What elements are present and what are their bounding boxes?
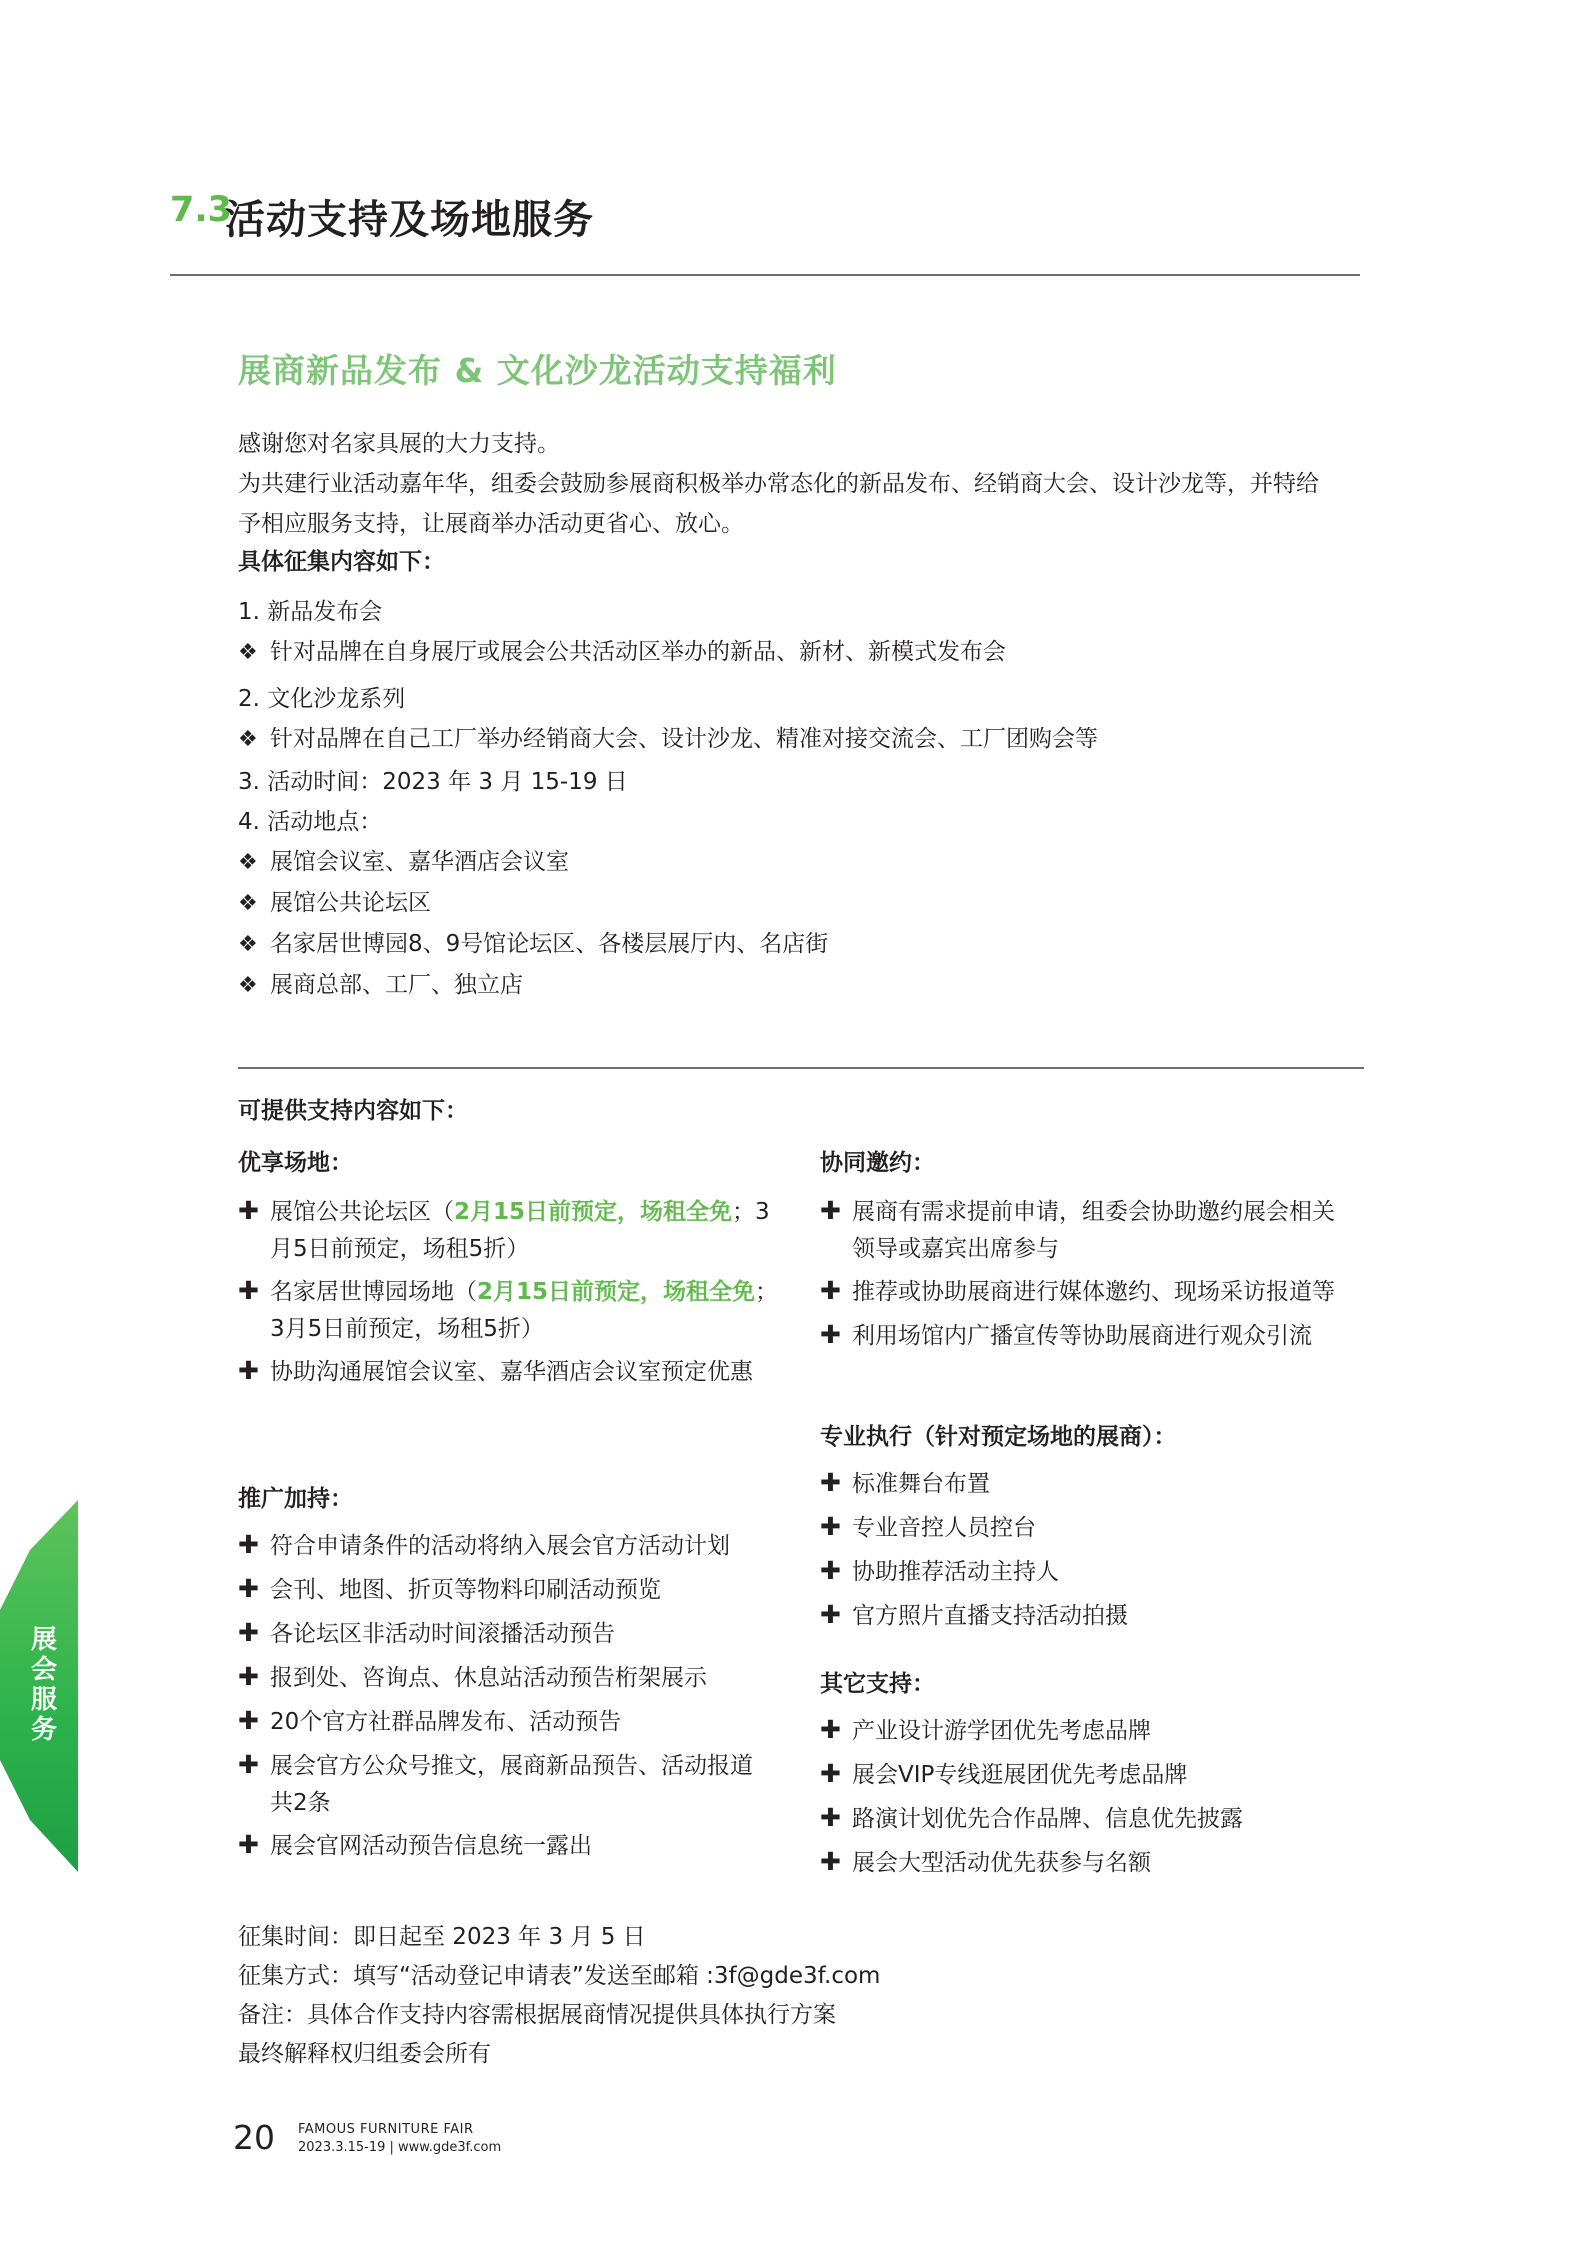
diamond-bullet-icon: ❖	[238, 932, 258, 957]
footer-fair-name: FAMOUS FURNITURE FAIR	[298, 2122, 474, 2137]
plus-icon: ✚	[238, 1830, 259, 1859]
intro-line-1: 感谢您对名家具展的大力支持。	[238, 431, 560, 457]
diamond-bullet-icon: ❖	[238, 891, 258, 916]
diamond-bullet-icon: ❖	[238, 727, 258, 752]
promo-item: ✚ 展会官方公众号推文，展商新品预告、活动报道	[238, 1750, 753, 1779]
promo-item: ✚ 符合申请条件的活动将纳入展会官方活动计划	[238, 1530, 730, 1559]
side-tab-label: 展会服务	[30, 1625, 57, 1745]
plus-icon: ✚	[820, 1276, 841, 1305]
plus-icon: ✚	[820, 1847, 841, 1876]
collect-heading: 具体征集内容如下：	[238, 549, 445, 575]
section-subtitle: 展商新品发布 & 文化沙龙活动支持福利	[238, 351, 837, 390]
plus-icon: ✚	[820, 1196, 841, 1225]
support-divider	[238, 1067, 1364, 1069]
invite-item: ✚ 利用场馆内广播宣传等协助展商进行观众引流	[820, 1320, 1312, 1349]
collect-item-2-detail: ❖ 针对品牌在自己工厂举办经销商大会、设计沙龙、精准对接交流会、工厂团购会等	[238, 726, 1098, 752]
plus-icon: ✚	[238, 1276, 259, 1305]
note-line: 征集方式：填写“活动登记申请表”发送至邮箱 :3f@gde3f.com	[238, 1963, 881, 1989]
plus-icon: ✚	[238, 1530, 259, 1559]
plus-icon: ✚	[820, 1556, 841, 1585]
plus-icon: ✚	[820, 1803, 841, 1832]
collect-item-4: 4. 活动地点：	[238, 809, 383, 835]
plus-icon: ✚	[820, 1759, 841, 1788]
venue-item: ❖ 展商总部、工厂、独立店	[238, 972, 523, 998]
other-item: ✚ 展会VIP专线逛展团优先考虑品牌	[820, 1759, 1188, 1788]
other-item: ✚ 产业设计游学团优先考虑品牌	[820, 1715, 1151, 1744]
plus-icon: ✚	[820, 1468, 841, 1497]
exec-item: ✚ 专业音控人员控台	[820, 1512, 1036, 1541]
plus-icon: ✚	[238, 1706, 259, 1735]
plus-icon: ✚	[238, 1196, 259, 1225]
promo-section-heading: 推广加持：	[238, 1486, 353, 1512]
intro-line-3: 予相应服务支持，让展商举办活动更省心、放心。	[238, 511, 744, 537]
section-number: 7.3	[170, 190, 233, 230]
venue-support-item: ✚ 名家居世博园场地（2月15日前预定，场租全免；	[238, 1276, 779, 1305]
plus-icon: ✚	[238, 1574, 259, 1603]
promo-item-cont: 共2条	[270, 1790, 331, 1816]
support-heading: 可提供支持内容如下：	[238, 1098, 468, 1124]
collect-item-2: 2. 文化沙龙系列	[238, 686, 406, 712]
invite-section-heading: 协同邀约：	[820, 1150, 935, 1176]
note-line: 备注：具体合作支持内容需根据展商情况提供具体执行方案	[238, 2002, 836, 2028]
venue-section-heading: 优享场地：	[238, 1150, 353, 1176]
diamond-bullet-icon: ❖	[238, 850, 258, 875]
collect-item-3: 3. 活动时间：2023 年 3 月 15-19 日	[238, 769, 628, 795]
venue-support-item-cont: 月5日前预定，场租5折）	[270, 1236, 530, 1262]
promo-item: ✚ 20个官方社群品牌发布、活动预告	[238, 1706, 622, 1735]
invite-item: ✚ 展商有需求提前申请，组委会协助邀约展会相关	[820, 1196, 1335, 1225]
promo-item: ✚ 各论坛区非活动时间滚播活动预告	[238, 1618, 615, 1647]
venue-support-item: ✚ 协助沟通展馆会议室、嘉华酒店会议室预定优惠	[238, 1356, 753, 1385]
page-number: 20	[233, 2118, 275, 2157]
collect-item-1-detail: ❖ 针对品牌在自身展厅或展会公共活动区举办的新品、新材、新模式发布会	[238, 639, 1006, 665]
plus-icon: ✚	[238, 1662, 259, 1691]
plus-icon: ✚	[820, 1320, 841, 1349]
venue-item: ❖ 展馆公共论坛区	[238, 890, 431, 916]
plus-icon: ✚	[238, 1750, 259, 1779]
promo-item: ✚ 展会官网活动预告信息统一露出	[238, 1830, 592, 1859]
venue-support-item-cont: 3月5日前预定，场租5折）	[270, 1316, 544, 1342]
venue-item: ❖ 展馆会议室、嘉华酒店会议室	[238, 849, 569, 875]
page-title: 活动支持及场地服务	[225, 197, 594, 243]
exec-item: ✚ 标准舞台布置	[820, 1468, 990, 1497]
diamond-bullet-icon: ❖	[238, 973, 258, 998]
intro-line-2: 为共建行业活动嘉年华，组委会鼓励参展商积极举办常态化的新品发布、经销商大会、设计沙龙等，并特给	[238, 471, 1319, 497]
other-item: ✚ 路演计划优先合作品牌、信息优先披露	[820, 1803, 1243, 1832]
invite-item-cont: 领导或嘉宾出席参与	[852, 1236, 1059, 1262]
exec-item: ✚ 官方照片直播支持活动拍摄	[820, 1600, 1128, 1629]
venue-support-item: ✚ 展馆公共论坛区（2月15日前预定，场租全免；3	[238, 1196, 770, 1225]
other-section-heading: 其它支持：	[820, 1671, 935, 1697]
plus-icon: ✚	[238, 1356, 259, 1385]
footer-info: 2023.3.15-19 | www.gde3f.com	[298, 2140, 502, 2155]
plus-icon: ✚	[820, 1512, 841, 1541]
promo-item: ✚ 会刊、地图、折页等物料印刷活动预览	[238, 1574, 661, 1603]
plus-icon: ✚	[238, 1618, 259, 1647]
exec-section-heading: 专业执行（针对预定场地的展商）：	[820, 1424, 1177, 1450]
exec-item: ✚ 协助推荐活动主持人	[820, 1556, 1059, 1585]
note-line: 征集时间：即日起至 2023 年 3 月 5 日	[238, 1924, 646, 1950]
collect-item-1: 1. 新品发布会	[238, 599, 383, 625]
venue-item: ❖ 名家居世博园8、9号馆论坛区、各楼层展厅内、名店街	[238, 931, 829, 957]
note-line: 最终解释权归组委会所有	[238, 2041, 491, 2067]
plus-icon: ✚	[820, 1600, 841, 1629]
diamond-bullet-icon: ❖	[238, 640, 258, 665]
invite-item: ✚ 推荐或协助展商进行媒体邀约、现场采访报道等	[820, 1276, 1335, 1305]
plus-icon: ✚	[820, 1715, 841, 1744]
promo-item: ✚ 报到处、咨询点、休息站活动预告桁架展示	[238, 1662, 707, 1691]
title-divider	[170, 274, 1360, 276]
other-item: ✚ 展会大型活动优先获参与名额	[820, 1847, 1151, 1876]
